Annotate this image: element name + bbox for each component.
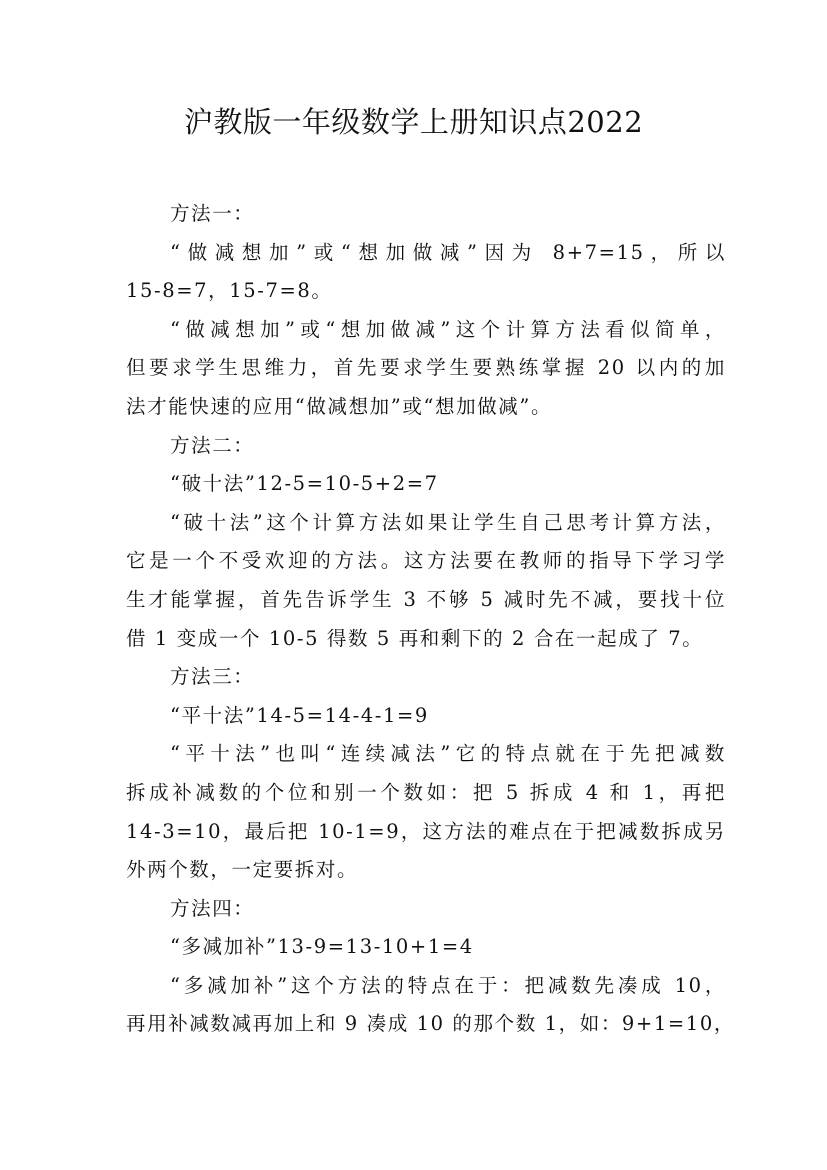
paragraph-line: “平十法”也叫“连续减法”它的特点就在于先把减数 (170, 742, 726, 766)
paragraph-line: “做减想加”或“想加做减”因为 8+7=15，所以 (170, 240, 726, 264)
paragraph-line: 借 1 变成一个 10-5 得数 5 再和剩下的 2 合在一起成了 7。 (126, 626, 704, 650)
paragraph-line: 拆成补减数的个位和别一个数如：把 5 拆成 4 和 1，再把 (126, 780, 726, 804)
paragraph-line: “破十法”这个计算方法如果让学生自己思考计算方法， (170, 510, 726, 534)
paragraph-line: “做减想加”或“想加做减”这个计算方法看似简单， (170, 317, 726, 341)
document-title: 沪教版一年级数学上册知识点2022 (183, 105, 644, 139)
document-body (126, 195, 735, 1044)
formula-line: “多减加补”13-9=13-10+1=4 (170, 935, 474, 959)
paragraph-line: 但要求学生思维力，首先要求学生要熟练掌握 20 以内的加 (126, 356, 726, 380)
paragraph-line: 14-3=10，最后把 10-1=9，这方法的难点在于把减数拆成另 (126, 819, 726, 843)
paragraph-line: “多减加补”这个方法的特点在于：把减数先凑成 10， (170, 973, 726, 997)
paragraph-line: 它是一个不受欢迎的方法。这方法要在教师的指导下学习学 (126, 549, 726, 573)
paragraph-line: 15-8=7，15-7=8。 (126, 279, 333, 303)
paragraph-line: 生才能掌握，首先告诉学生 3 不够 5 减时先不减，要找十位 (126, 587, 726, 611)
paragraph-line: 外两个数，一定要拆对。 (126, 858, 359, 882)
paragraph-line: 再用补减数减再加上和 9 凑成 10 的那个数 1，如：9+1=10， (126, 1012, 735, 1036)
method-heading: 方法三： (170, 665, 255, 689)
paragraph-line: 法才能快速的应用“做减想加”或“想加做减”。 (126, 394, 553, 418)
formula-line: “破十法”12-5=10-5+2=7 (170, 472, 439, 496)
method-heading: 方法四： (170, 896, 255, 920)
method-heading: 方法一： (170, 202, 255, 225)
formula-line: “平十法”14-5=14-4-1=9 (170, 703, 429, 727)
method-heading: 方法二： (170, 433, 255, 457)
